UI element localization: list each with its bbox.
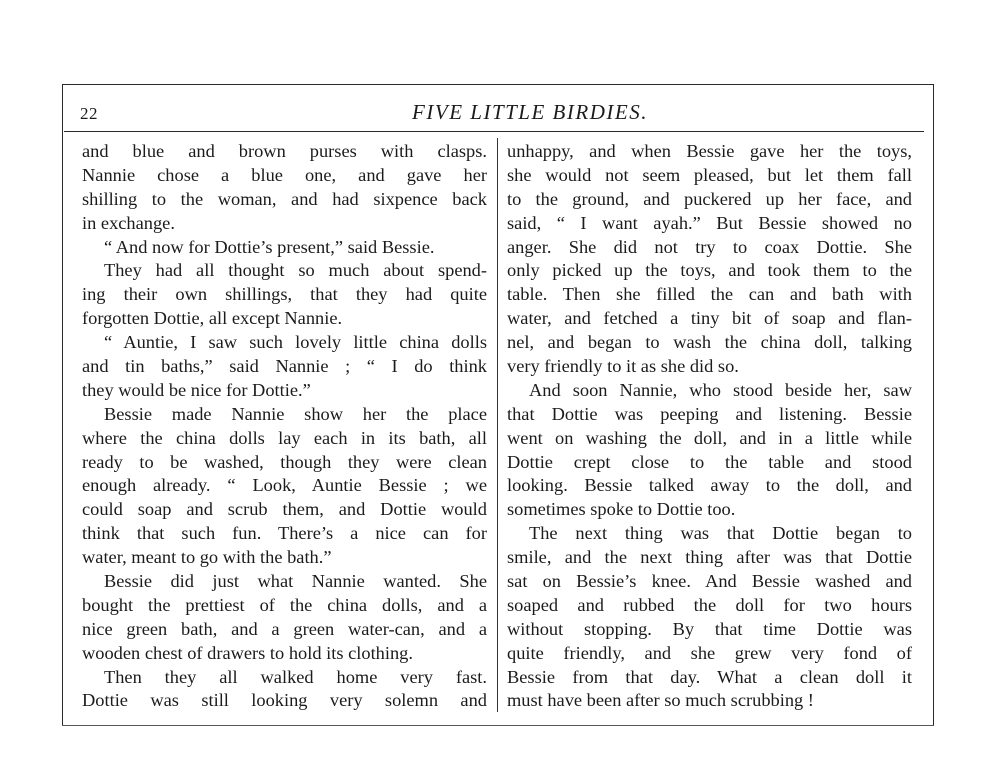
text-line: water, meant to go with the bath.”: [82, 547, 332, 568]
text-line: ready to be washed, though they were clean: [82, 451, 487, 472]
page-number: 22: [80, 104, 98, 123]
text-line: water, and fetched a tiny bit of soap and flan-: [507, 308, 912, 329]
text-line: sat on Bessie’s knee. And Bessie washed and: [507, 571, 912, 592]
left-column: [82, 140, 487, 720]
column-divider: [497, 138, 498, 712]
text-line: and tin baths,” said Nannie ; “ I do think: [82, 356, 487, 377]
text-line: ing their own shillings, that they had quite: [82, 284, 487, 305]
text-line: went on washing the doll, and in a little while: [507, 427, 912, 448]
text-line: smile, and the next thing after was that Dottie: [507, 547, 912, 568]
text-line: bought the prettiest of the china dolls, and a: [82, 594, 487, 615]
text-line: said, “ I want ayah.” But Bessie showed no: [507, 212, 912, 233]
header-rule: [64, 131, 924, 132]
text-line: that Dottie was peeping and listening. Bessie: [507, 403, 912, 424]
text-line: in exchange.: [82, 212, 175, 233]
text-line: think that such fun. There’s a nice can for: [82, 523, 487, 544]
text-line: nel, and began to wash the china doll, talking: [507, 332, 912, 353]
text-line: Bessie from that day. What a clean doll it: [507, 666, 912, 687]
text-line: without stopping. By that time Dottie was: [507, 618, 912, 639]
text-line: looking. Bessie talked away to the doll, and: [507, 475, 912, 496]
text-line: Nannie chose a blue one, and gave her: [82, 164, 487, 185]
page-header: [80, 100, 920, 126]
text-line: Bessie made Nannie show her the place: [104, 403, 487, 424]
running-title: FIVE LITTLE BIRDIES.: [412, 100, 648, 124]
text-line: anger. She did not try to coax Dottie. She: [507, 236, 912, 257]
text-line: she would not seem pleased, but let them fall: [507, 164, 912, 185]
text-line: to the ground, and puckered up her face, and: [507, 188, 912, 209]
text-line: where the china dolls lay each in its bath, all: [82, 427, 487, 448]
text-line: “ And now for Dottie’s present,” said Bessie.: [104, 236, 435, 257]
text-line: very friendly to it as she did so.: [507, 356, 739, 377]
text-line: could soap and scrub them, and Dottie would: [82, 499, 487, 520]
text-line: sometimes spoke to Dottie too.: [507, 499, 736, 520]
text-line: forgotten Dottie, all except Nannie.: [82, 308, 343, 329]
text-line: “ Auntie, I saw such lovely little china dolls: [104, 332, 487, 353]
text-line: Bessie did just what Nannie wanted. She: [104, 571, 487, 592]
text-line: and blue and brown purses with clasps.: [82, 141, 487, 161]
text-line: unhappy, and when Bessie gave her the toys,: [507, 141, 912, 161]
text-line: Dottie crept close to the table and stood: [507, 451, 912, 472]
text-line: The next thing was that Dottie began to: [529, 523, 912, 544]
text-line: nice green bath, and a green water-can, and a: [82, 618, 487, 639]
text-line: soaped and rubbed the doll for two hours: [507, 594, 912, 615]
text-line: quite friendly, and she grew very fond of: [507, 642, 912, 663]
text-line: And soon Nannie, who stood beside her, saw: [529, 379, 912, 400]
text-line: must have been after so much scrubbing !: [507, 690, 814, 711]
text-line: only picked up the toys, and took them to the: [507, 260, 912, 281]
text-line: wooden chest of drawers to hold its clothing.: [82, 642, 413, 663]
right-column: [507, 140, 912, 720]
text-line: shilling to the woman, and had sixpence back: [82, 188, 487, 209]
text-line: enough already. “ Look, Auntie Bessie ; we: [82, 475, 487, 496]
text-line: table. Then she filled the can and bath with: [507, 284, 912, 305]
text-line: They had all thought so much about spend-: [104, 260, 487, 281]
text-line: they would be nice for Dottie.”: [82, 379, 311, 400]
text-line: Then they all walked home very fast.: [104, 666, 487, 687]
page-border-bottom: [62, 725, 934, 726]
text-line: Dottie was still looking very solemn and: [82, 690, 487, 711]
